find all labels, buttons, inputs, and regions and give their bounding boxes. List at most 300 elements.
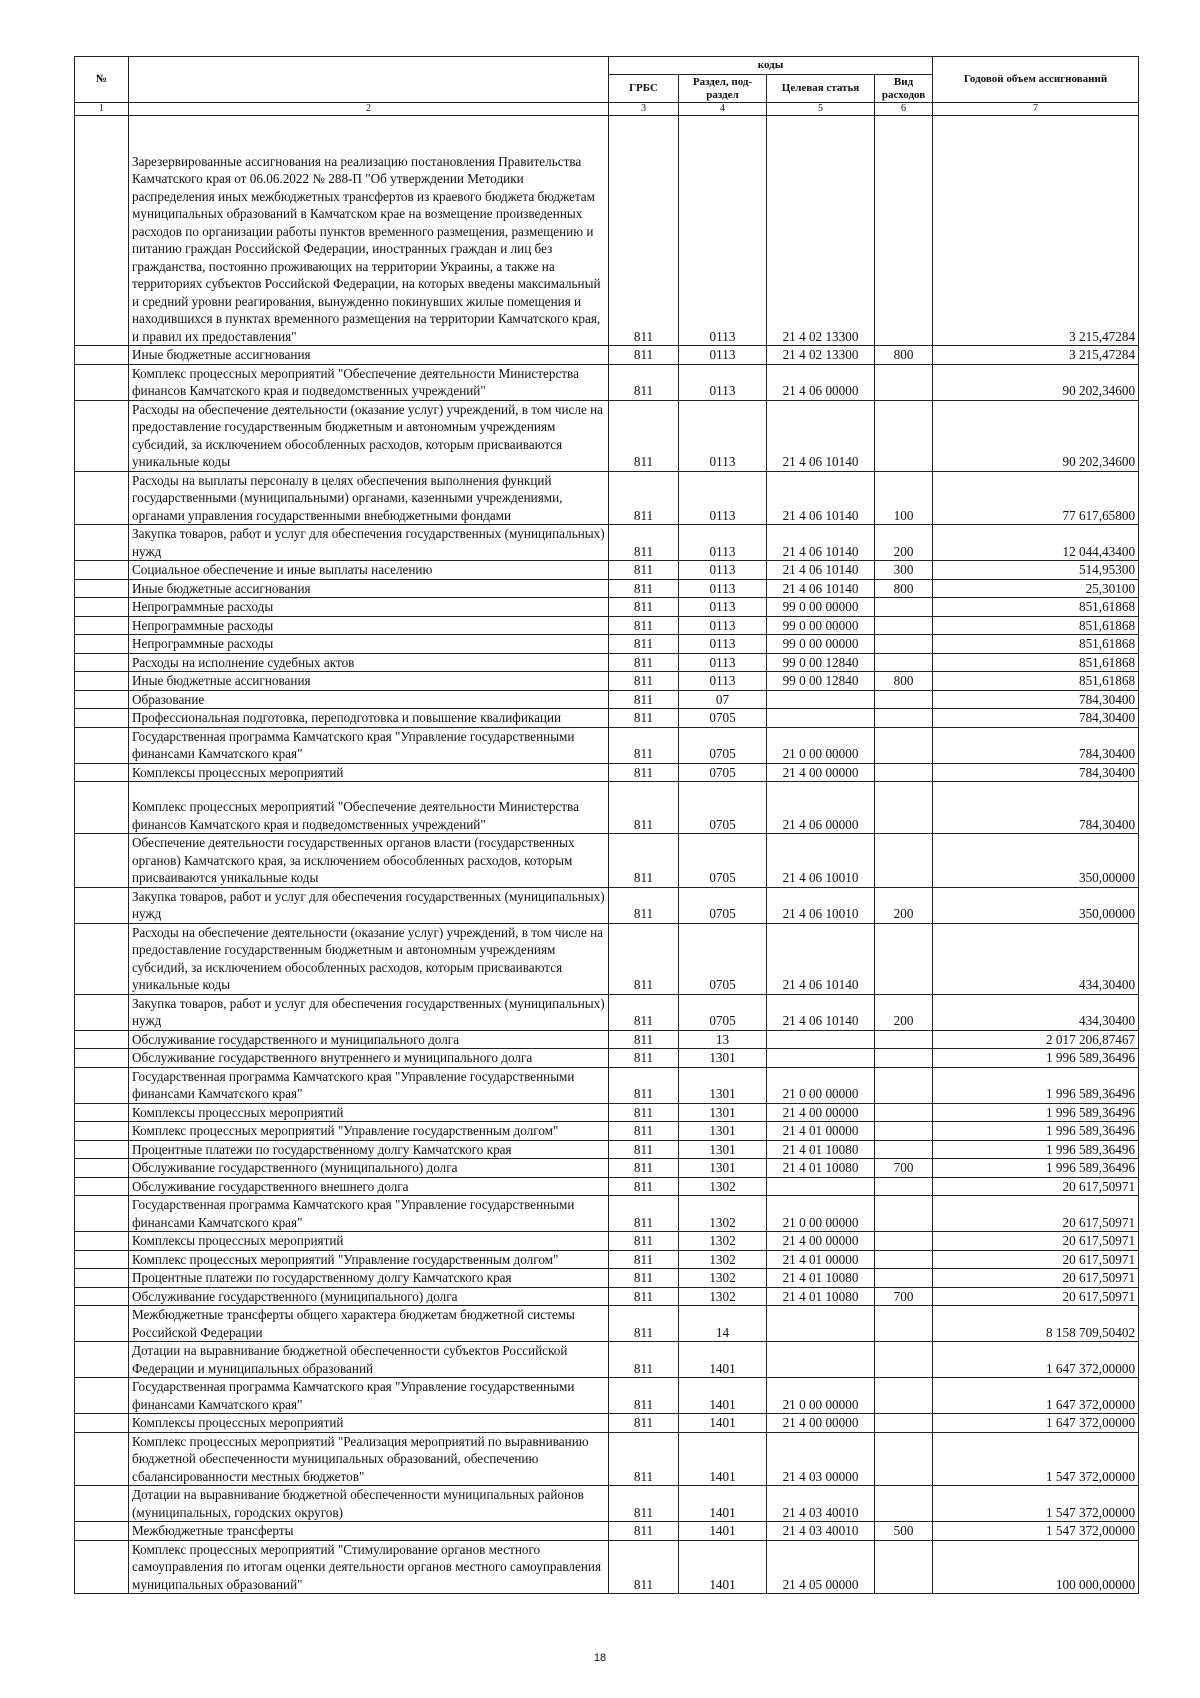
cell-name: Межбюджетные трансферты [129, 1522, 609, 1541]
cell-grbs: 811 [609, 887, 679, 923]
cell-grbs: 811 [609, 1232, 679, 1251]
cell-target: 21 4 00 00000 [767, 1414, 875, 1433]
table-row [75, 709, 1139, 728]
cell-section: 13 [679, 1030, 767, 1049]
cell-vid [875, 1378, 933, 1414]
cell-amount: 1 996 589,36496 [933, 1103, 1139, 1122]
cell-grbs: 811 [609, 1306, 679, 1342]
cell-section: 0113 [679, 561, 767, 580]
cell-grbs: 811 [609, 1432, 679, 1486]
cell-name: Профессиональная подготовка, переподготовка и повышение квалификации [129, 709, 609, 728]
cell-grbs: 811 [609, 923, 679, 994]
table-row [75, 672, 1139, 691]
cell-grbs: 811 [609, 579, 679, 598]
cell-grbs: 811 [609, 1049, 679, 1068]
cell-vid [875, 1103, 933, 1122]
cell-section: 0113 [679, 616, 767, 635]
cell-number [75, 579, 129, 598]
cell-amount: 25,30100 [933, 579, 1139, 598]
table-row [75, 1486, 1139, 1522]
cell-target: 21 0 00 00000 [767, 1378, 875, 1414]
cell-amount: 1 547 372,00000 [933, 1432, 1139, 1486]
cell-amount: 1 996 589,36496 [933, 1159, 1139, 1178]
cell-section: 1301 [679, 1122, 767, 1141]
cell-target: 99 0 00 00000 [767, 635, 875, 654]
cell-grbs: 811 [609, 1414, 679, 1433]
cell-amount: 434,30400 [933, 994, 1139, 1030]
cell-target: 21 4 02 13300 [767, 116, 875, 346]
cell-name: Государственная программа Камчатского края "Управление государственными финансами Камчатского края" [129, 1378, 609, 1414]
col-index-2: 2 [129, 103, 609, 116]
cell-name: Государственная программа Камчатского края "Управление государственными финансами Камчатского края" [129, 1067, 609, 1103]
cell-target: 21 4 01 10080 [767, 1140, 875, 1159]
cell-amount: 851,61868 [933, 672, 1139, 691]
cell-amount: 851,61868 [933, 635, 1139, 654]
cell-target: 21 4 06 10140 [767, 994, 875, 1030]
cell-amount: 20 617,50971 [933, 1287, 1139, 1306]
cell-target: 21 4 03 00000 [767, 1432, 875, 1486]
cell-grbs: 811 [609, 598, 679, 617]
cell-target: 21 4 00 00000 [767, 763, 875, 782]
cell-grbs: 811 [609, 1140, 679, 1159]
cell-number [75, 1522, 129, 1541]
cell-amount: 1 996 589,36496 [933, 1122, 1139, 1141]
table-row [75, 1140, 1139, 1159]
cell-name: Комплекс процессных мероприятий "Стимулирование органов местного самоуправления по итогам оценки деятельности органов местного самоуправления муниципальных образований" [129, 1540, 609, 1594]
cell-name: Обслуживание государственного внутреннего и муниципального долга [129, 1049, 609, 1068]
cell-section: 1302 [679, 1232, 767, 1251]
cell-target: 21 4 01 10080 [767, 1159, 875, 1178]
cell-vid [875, 1122, 933, 1141]
cell-section: 1401 [679, 1414, 767, 1433]
table-row [75, 1287, 1139, 1306]
cell-target: 21 4 06 10140 [767, 400, 875, 471]
cell-grbs: 811 [609, 364, 679, 400]
cell-number [75, 763, 129, 782]
cell-name: Дотации на выравнивание бюджетной обеспеченности субъектов Российской Федерации и муниципальных образований [129, 1342, 609, 1378]
cell-vid [875, 1232, 933, 1251]
cell-amount: 12 044,43400 [933, 525, 1139, 561]
cell-amount: 784,30400 [933, 763, 1139, 782]
cell-grbs: 811 [609, 1030, 679, 1049]
cell-vid [875, 763, 933, 782]
table-row [75, 346, 1139, 365]
cell-amount: 1 996 589,36496 [933, 1067, 1139, 1103]
cell-number [75, 727, 129, 763]
cell-grbs: 811 [609, 1486, 679, 1522]
cell-name: Комплекс процессных мероприятий "Управление государственным долгом" [129, 1250, 609, 1269]
cell-target: 21 4 06 10010 [767, 834, 875, 888]
cell-target: 21 4 01 10080 [767, 1269, 875, 1288]
cell-section: 1301 [679, 1159, 767, 1178]
cell-grbs: 811 [609, 1250, 679, 1269]
cell-target: 21 4 06 10140 [767, 923, 875, 994]
cell-name: Зарезервированные ассигнования на реализацию постановления Правительства Камчатского края от 06.06.2022 № 288-П "Об утверждении Методики распределения иных межбюджетных трансфертов из краевого бюджета бюджетам муниципальных образований в Камчатском крае на возмещение произведенных расходов по организации работы пунктов временного размещения, размещению и питанию граждан Российской Федерации, иностранных граждан и лиц без гражданства, постоянно проживающих на территории Украины, а также на территориях субъектов Российской Федерации, на которых введены максимальный и средний уровни реагирования, вынужденно покинувших жилые помещения и находившихся в пунктах временного размещения на территории Камчатского края, и правил их предоставления" [129, 116, 609, 346]
cell-grbs: 811 [609, 116, 679, 346]
cell-section: 1302 [679, 1269, 767, 1288]
cell-number [75, 1269, 129, 1288]
cell-target [767, 1030, 875, 1049]
cell-number [75, 887, 129, 923]
table-row [75, 1232, 1139, 1251]
table-row [75, 994, 1139, 1030]
cell-grbs: 811 [609, 1269, 679, 1288]
cell-grbs: 811 [609, 1522, 679, 1541]
cell-number [75, 1306, 129, 1342]
cell-section: 0705 [679, 709, 767, 728]
cell-amount: 20 617,50971 [933, 1250, 1139, 1269]
col-vid-header: Вид расходов [875, 75, 933, 103]
cell-grbs: 811 [609, 782, 679, 834]
cell-number [75, 1232, 129, 1251]
cell-amount: 784,30400 [933, 709, 1139, 728]
cell-grbs: 811 [609, 709, 679, 728]
cell-amount: 100 000,00000 [933, 1540, 1139, 1594]
cell-grbs: 811 [609, 1159, 679, 1178]
cell-number [75, 525, 129, 561]
cell-vid [875, 116, 933, 346]
table-row [75, 653, 1139, 672]
cell-name: Непрограммные расходы [129, 616, 609, 635]
cell-vid [875, 1414, 933, 1433]
cell-name: Образование [129, 690, 609, 709]
cell-target: 21 4 06 00000 [767, 782, 875, 834]
cell-target: 21 0 00 00000 [767, 1196, 875, 1232]
cell-number [75, 1378, 129, 1414]
cell-vid: 200 [875, 994, 933, 1030]
cell-number [75, 1540, 129, 1594]
table-row [75, 1177, 1139, 1196]
cell-amount: 2 017 206,87467 [933, 1030, 1139, 1049]
cell-grbs: 811 [609, 616, 679, 635]
cell-grbs: 811 [609, 1342, 679, 1378]
cell-amount: 20 617,50971 [933, 1232, 1139, 1251]
cell-target: 21 4 03 40010 [767, 1486, 875, 1522]
cell-amount: 3 215,47284 [933, 116, 1139, 346]
cell-section: 14 [679, 1306, 767, 1342]
cell-name: Государственная программа Камчатского края "Управление государственными финансами Камчатского края" [129, 727, 609, 763]
cell-section: 1401 [679, 1540, 767, 1594]
cell-grbs: 811 [609, 994, 679, 1030]
cell-amount: 851,61868 [933, 616, 1139, 635]
cell-amount: 851,61868 [933, 598, 1139, 617]
cell-target: 21 4 02 13300 [767, 346, 875, 365]
cell-name: Иные бюджетные ассигнования [129, 579, 609, 598]
cell-name: Дотации на выравнивание бюджетной обеспеченности муниципальных районов (муниципальных, городских округов) [129, 1486, 609, 1522]
cell-number [75, 616, 129, 635]
cell-target: 21 4 05 00000 [767, 1540, 875, 1594]
cell-vid [875, 923, 933, 994]
cell-name: Комплекс процессных мероприятий "Управление государственным долгом" [129, 1122, 609, 1141]
cell-grbs: 811 [609, 653, 679, 672]
table-header [75, 57, 1139, 116]
table-row [75, 1342, 1139, 1378]
cell-grbs: 811 [609, 672, 679, 691]
cell-section: 1301 [679, 1049, 767, 1068]
cell-amount: 90 202,34600 [933, 400, 1139, 471]
cell-section: 0705 [679, 923, 767, 994]
cell-amount: 514,95300 [933, 561, 1139, 580]
col-index-6: 6 [875, 103, 933, 116]
cell-amount: 20 617,50971 [933, 1196, 1139, 1232]
table-row [75, 579, 1139, 598]
cell-target: 21 0 00 00000 [767, 727, 875, 763]
cell-name: Закупка товаров, работ и услуг для обеспечения государственных (муниципальных) нужд [129, 887, 609, 923]
cell-name: Комплексы процессных мероприятий [129, 763, 609, 782]
cell-vid: 100 [875, 471, 933, 525]
cell-number [75, 1103, 129, 1122]
cell-section: 0705 [679, 782, 767, 834]
cell-section: 0705 [679, 994, 767, 1030]
cell-section: 1302 [679, 1287, 767, 1306]
cell-amount: 1 647 372,00000 [933, 1378, 1139, 1414]
cell-name: Обслуживание государственного внешнего долга [129, 1177, 609, 1196]
table-row [75, 364, 1139, 400]
cell-target [767, 709, 875, 728]
cell-target: 99 0 00 12840 [767, 653, 875, 672]
cell-grbs: 811 [609, 471, 679, 525]
cell-section: 0705 [679, 834, 767, 888]
cell-number [75, 364, 129, 400]
cell-target: 21 4 00 00000 [767, 1103, 875, 1122]
cell-vid [875, 727, 933, 763]
cell-vid [875, 616, 933, 635]
cell-amount: 851,61868 [933, 653, 1139, 672]
cell-section: 1401 [679, 1378, 767, 1414]
table-row [75, 1250, 1139, 1269]
cell-section: 0113 [679, 579, 767, 598]
cell-number [75, 561, 129, 580]
cell-name: Расходы на выплаты персоналу в целях обеспечения выполнения функций государственными (муниципальными) органами, казенными учреждениями, органами управления государственными внебюджетными фондами [129, 471, 609, 525]
cell-amount: 1 647 372,00000 [933, 1414, 1139, 1433]
cell-section: 1301 [679, 1067, 767, 1103]
cell-target: 99 0 00 12840 [767, 672, 875, 691]
cell-number [75, 672, 129, 691]
table-row [75, 525, 1139, 561]
cell-name: Иные бюджетные ассигнования [129, 672, 609, 691]
cell-amount: 8 158 709,50402 [933, 1306, 1139, 1342]
cell-number [75, 1432, 129, 1486]
cell-number [75, 1159, 129, 1178]
cell-section: 0113 [679, 653, 767, 672]
cell-number [75, 834, 129, 888]
table-row [75, 116, 1139, 346]
cell-name: Непрограммные расходы [129, 635, 609, 654]
cell-section: 0113 [679, 471, 767, 525]
cell-number [75, 1486, 129, 1522]
cell-grbs: 811 [609, 1177, 679, 1196]
cell-amount: 20 617,50971 [933, 1177, 1139, 1196]
cell-number [75, 1250, 129, 1269]
table-row [75, 1522, 1139, 1541]
cell-target [767, 1342, 875, 1378]
table-row [75, 1067, 1139, 1103]
cell-vid: 800 [875, 346, 933, 365]
cell-target [767, 690, 875, 709]
cell-amount: 3 215,47284 [933, 346, 1139, 365]
cell-number [75, 346, 129, 365]
cell-amount: 1 547 372,00000 [933, 1486, 1139, 1522]
cell-vid [875, 1177, 933, 1196]
cell-amount: 1 996 589,36496 [933, 1140, 1139, 1159]
cell-vid [875, 1196, 933, 1232]
cell-target: 21 4 03 40010 [767, 1522, 875, 1541]
cell-target [767, 1177, 875, 1196]
cell-grbs: 811 [609, 635, 679, 654]
cell-section: 07 [679, 690, 767, 709]
cell-name: Межбюджетные трансферты общего характера бюджетам бюджетной системы Российской Федерации [129, 1306, 609, 1342]
table-row [75, 727, 1139, 763]
cell-grbs: 811 [609, 834, 679, 888]
table-row [75, 1306, 1139, 1342]
cell-vid [875, 1432, 933, 1486]
cell-number [75, 1287, 129, 1306]
cell-grbs: 811 [609, 1287, 679, 1306]
cell-vid [875, 1540, 933, 1594]
cell-name: Иные бюджетные ассигнования [129, 346, 609, 365]
cell-name: Комплекс процессных мероприятий "Обеспечение деятельности Министерства финансов Камчатского края и подведомственных учреждений" [129, 782, 609, 834]
cell-section: 0113 [679, 346, 767, 365]
table-row [75, 1049, 1139, 1068]
cell-grbs: 811 [609, 690, 679, 709]
table-row [75, 1103, 1139, 1122]
cell-target: 21 4 00 00000 [767, 1232, 875, 1251]
cell-name: Социальное обеспечение и иные выплаты населению [129, 561, 609, 580]
cell-name: Обслуживание государственного (муниципального) долга [129, 1287, 609, 1306]
cell-target: 21 4 01 00000 [767, 1250, 875, 1269]
cell-name: Обслуживание государственного и муниципального долга [129, 1030, 609, 1049]
cell-amount: 1 647 372,00000 [933, 1342, 1139, 1378]
cell-vid [875, 1030, 933, 1049]
cell-number [75, 598, 129, 617]
cell-amount: 1 996 589,36496 [933, 1049, 1139, 1068]
cell-amount: 784,30400 [933, 782, 1139, 834]
table-row [75, 1540, 1139, 1594]
cell-number [75, 994, 129, 1030]
cell-name: Комплексы процессных мероприятий [129, 1232, 609, 1251]
cell-name: Закупка товаров, работ и услуг для обеспечения государственных (муниципальных) нужд [129, 525, 609, 561]
cell-target [767, 1049, 875, 1068]
cell-grbs: 811 [609, 1540, 679, 1594]
cell-grbs: 811 [609, 1196, 679, 1232]
cell-number [75, 635, 129, 654]
col-index-7: 7 [933, 103, 1139, 116]
cell-grbs: 811 [609, 346, 679, 365]
cell-name: Расходы на обеспечение деятельности (оказание услуг) учреждений, в том числе на предоставление государственным бюджетным и автономным учреждениям субсидий, за исключением обособленных расходов, которым присваиваются уникальные коды [129, 400, 609, 471]
table-row [75, 782, 1139, 834]
cell-name: Расходы на обеспечение деятельности (оказание услуг) учреждений, в том числе на предоставление государственным бюджетным и автономным учреждениям субсидий, за исключением обособленных расходов, которым присваиваются уникальные коды [129, 923, 609, 994]
cell-name: Государственная программа Камчатского края "Управление государственными финансами Камчатского края" [129, 1196, 609, 1232]
cell-vid [875, 635, 933, 654]
cell-vid [875, 1342, 933, 1378]
cell-name: Комплекс процессных мероприятий "Реализация мероприятий по выравниванию бюджетной обеспеченности муниципальных образований, обеспечению сбалансированности местных бюджетов" [129, 1432, 609, 1486]
cell-section: 1302 [679, 1250, 767, 1269]
table-row [75, 834, 1139, 888]
cell-grbs: 811 [609, 525, 679, 561]
cell-number [75, 1140, 129, 1159]
cell-grbs: 811 [609, 1378, 679, 1414]
cell-vid [875, 653, 933, 672]
cell-section: 0113 [679, 635, 767, 654]
cell-section: 1302 [679, 1196, 767, 1232]
cell-grbs: 811 [609, 763, 679, 782]
cell-vid [875, 1269, 933, 1288]
col-amount-header: Годовой объем ассигнований [933, 57, 1139, 103]
cell-section: 0113 [679, 672, 767, 691]
cell-number [75, 782, 129, 834]
table-row [75, 763, 1139, 782]
cell-target: 21 0 00 00000 [767, 1067, 875, 1103]
cell-name: Комплексы процессных мероприятий [129, 1414, 609, 1433]
table-row [75, 400, 1139, 471]
col-index-4: 4 [679, 103, 767, 116]
cell-section: 0113 [679, 525, 767, 561]
cell-name: Обслуживание государственного (муниципального) долга [129, 1159, 609, 1178]
cell-section: 0113 [679, 400, 767, 471]
cell-amount: 1 547 372,00000 [933, 1522, 1139, 1541]
col-index-3: 3 [609, 103, 679, 116]
cell-section: 0705 [679, 887, 767, 923]
cell-vid [875, 690, 933, 709]
cell-vid [875, 364, 933, 400]
page-number: 18 [593, 1652, 607, 1664]
cell-vid [875, 709, 933, 728]
cell-target: 21 4 06 10140 [767, 525, 875, 561]
cell-name: Обеспечение деятельности государственных органов власти (государственных органов) Камчатского края, за исключением обособленных расходов, которым присваиваются уникальные коды [129, 834, 609, 888]
table-row [75, 1414, 1139, 1433]
cell-number [75, 923, 129, 994]
cell-number [75, 1122, 129, 1141]
table-row [75, 1159, 1139, 1178]
cell-amount: 350,00000 [933, 887, 1139, 923]
cell-grbs: 811 [609, 1103, 679, 1122]
cell-grbs: 811 [609, 727, 679, 763]
cell-section: 1401 [679, 1432, 767, 1486]
cell-grbs: 811 [609, 561, 679, 580]
cell-amount: 784,30400 [933, 690, 1139, 709]
cell-section: 0705 [679, 763, 767, 782]
cell-vid [875, 1049, 933, 1068]
table-row [75, 1432, 1139, 1486]
cell-target: 99 0 00 00000 [767, 616, 875, 635]
col-index-5: 5 [767, 103, 875, 116]
cell-name: Комплексы процессных мероприятий [129, 1103, 609, 1122]
cell-vid: 800 [875, 579, 933, 598]
table-row [75, 923, 1139, 994]
cell-vid: 200 [875, 525, 933, 561]
codes-header: коды [609, 57, 933, 75]
table-row [75, 690, 1139, 709]
table-row [75, 887, 1139, 923]
cell-section: 0705 [679, 727, 767, 763]
table-row [75, 598, 1139, 617]
budget-table [74, 56, 1139, 1594]
cell-vid: 700 [875, 1287, 933, 1306]
cell-section: 1301 [679, 1103, 767, 1122]
cell-vid [875, 1486, 933, 1522]
table-row [75, 1269, 1139, 1288]
cell-vid [875, 598, 933, 617]
table-row [75, 616, 1139, 635]
cell-grbs: 811 [609, 400, 679, 471]
cell-vid [875, 782, 933, 834]
cell-section: 1302 [679, 1177, 767, 1196]
cell-amount: 784,30400 [933, 727, 1139, 763]
cell-number [75, 690, 129, 709]
cell-number [75, 400, 129, 471]
cell-section: 1401 [679, 1522, 767, 1541]
cell-number [75, 653, 129, 672]
